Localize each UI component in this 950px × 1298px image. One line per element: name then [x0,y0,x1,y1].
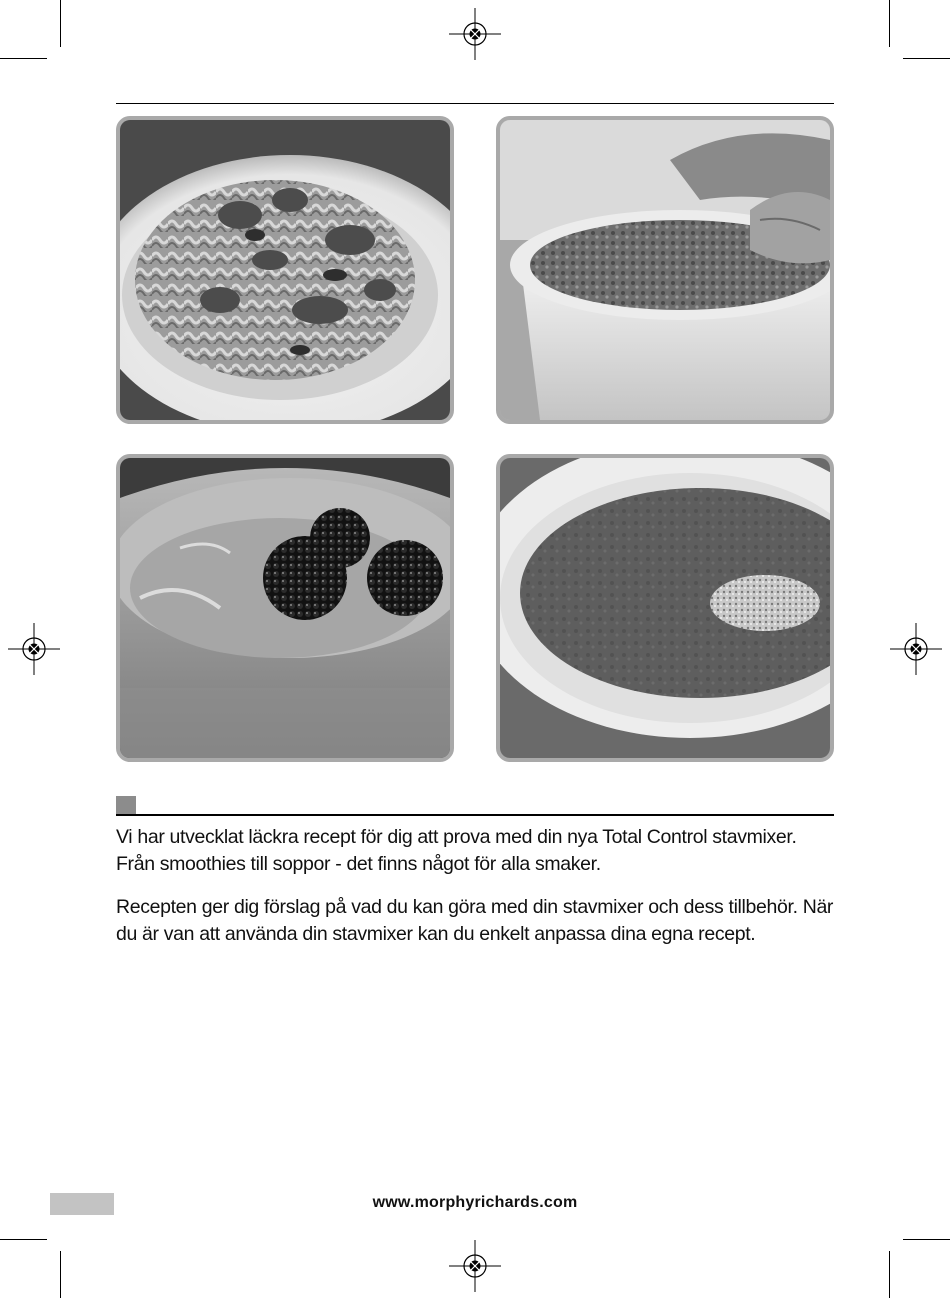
crop-mark-top-right-h [903,58,950,59]
crop-mark-bottom-left-h [0,1239,47,1240]
registration-mark-top-icon [449,8,501,60]
footer-url: www.morphyrichards.com [372,1194,578,1211]
section-marker [116,796,136,814]
crop-mark-top-right-v [889,0,890,47]
photo-pasta-salad [116,116,454,424]
registration-mark-right-icon [890,623,942,675]
crop-mark-bottom-right-v [889,1251,890,1298]
photo-berry-smoothie [116,454,454,762]
intro-paragraph-2: Recepten ger dig förslag på vad du kan göra med din stavmixer och dess tillbehör. När du är van att använda din stavmixer kan du enkelt anpassa dina egna recept. [116,896,834,945]
photo-soup-plate [496,454,834,762]
crop-mark-top-left-v [60,0,61,47]
photo-pesto-bowl [496,116,834,424]
page-number-tab [50,1193,114,1215]
crop-mark-bottom-left-v [60,1251,61,1298]
registration-mark-bottom-icon [449,1240,501,1292]
header-rule [116,103,834,104]
intro-paragraph-1: Vi har utvecklat läckra recept för dig att prova med din nya Total Control stavmixer. Från smoothies till soppor - det finns något för alla smaker. [116,826,797,875]
registration-mark-left-icon [8,623,60,675]
crop-mark-top-left-h [0,58,47,59]
crop-mark-bottom-right-h [903,1239,950,1240]
section-rule [116,814,834,816]
